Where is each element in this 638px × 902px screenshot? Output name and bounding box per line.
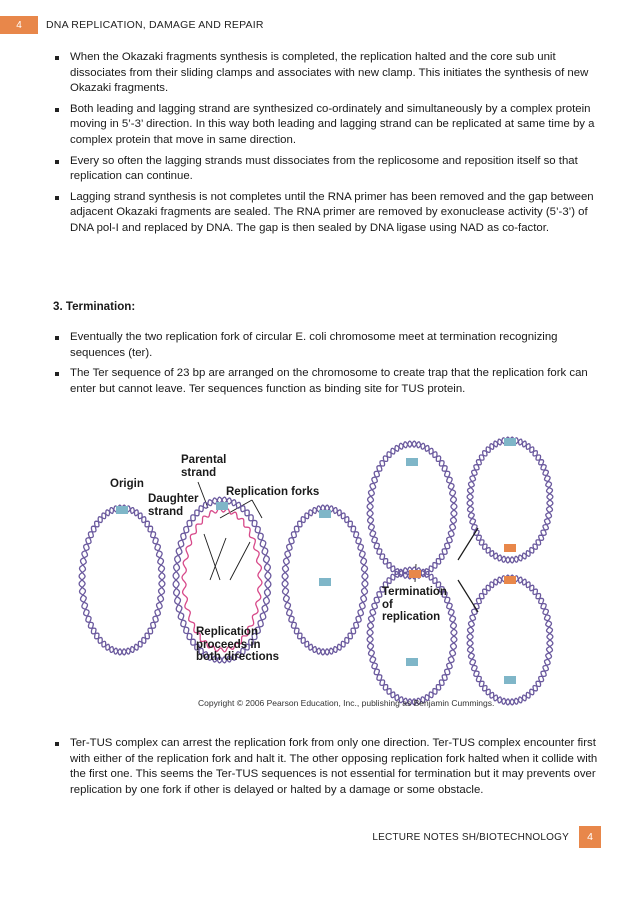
footer-page-number: 4 (579, 826, 601, 848)
list-item: Both leading and lagging strand are synthesized co-ordinately and simultaneously by a complex protein moving in 5’-3’ direction. In this way both leading and lagging strand can be replicated at same time by a complex protein that move in same direction. (53, 102, 605, 149)
replication-figure (70, 430, 570, 710)
replication-diagram (70, 430, 570, 710)
body-top (53, 50, 605, 242)
ter-marker (409, 570, 421, 578)
origin-marker (116, 506, 128, 514)
label-termination: Termination of replication (382, 586, 447, 623)
list-item: Lagging strand synthesis is not completes until the RNA primer has been removed and the gap between adjacent Okazaki fragments are sealed. The RNA primer are removed by exonuclease activity (5’-3’) of DNA pol-I and replaced by DNA. The gap is then sealed by DNA ligase using NAD as co-factor. (53, 190, 605, 237)
result-arrow (458, 528, 478, 560)
footer-text: LECTURE NOTES SH/BIOTECHNOLOGY (372, 831, 569, 843)
label-replication-proceeds: Replication proceeds in both directions (196, 626, 280, 663)
origin-marker (406, 658, 418, 666)
list-item: Every so often the lagging strands must dissociates from the replicosome and reposition itself so that replication can continue. (53, 154, 605, 185)
list-item: Eventually the two replication fork of circular E. coli chromosome meet at termination recognizing sequences (ter). (53, 330, 605, 361)
section-heading: 3. Termination: (53, 300, 136, 313)
list-item: Ter-TUS complex can arrest the replication fork from only one direction. Ter-TUS complex encounter first with either of the replication fork and halt it. The other opposing replication fork halted when it collide with the first one. This seems the Ter-TUS sequences is not essential for termination but it may prevents over replication by one fork if other is delayed or halted by a damage or some obstacle. (53, 736, 605, 798)
ter-marker (504, 544, 516, 552)
list-item: The Ter sequence of 23 bp are arranged on the chromosome to create trap that the replication fork can enter but cannot leave. Ter sequences function as binding site for TUS protein. (53, 366, 605, 397)
header-title: DNA REPLICATION, DAMAGE AND REPAIR (46, 19, 264, 31)
origin-marker (504, 438, 516, 446)
figure-copyright: Copyright © 2006 Pearson Education, Inc., publishing as Benjamin Cummings. (198, 698, 495, 708)
body-bottom (53, 736, 605, 803)
origin-marker (319, 578, 331, 586)
header-page-number: 4 (0, 16, 38, 34)
label-daughter-strand: Daughter strand (148, 493, 199, 518)
ter-marker (504, 576, 516, 584)
page-header (0, 16, 264, 34)
bullet-list-top (53, 50, 605, 237)
result-arrow (458, 580, 478, 612)
page-footer (372, 826, 601, 848)
bullet-list-bottom (53, 736, 605, 798)
origin-marker (319, 510, 331, 518)
label-replication-forks: Replication forks (226, 486, 320, 498)
list-item: When the Okazaki fragments synthesis is completed, the replication halted and the core sub unit dissociates from their sliding clamps and associates with new clamp. This initiates the synthesis of new Okazaki fragments. (53, 50, 605, 97)
label-origin: Origin (110, 478, 144, 490)
bullet-list-termination (53, 330, 605, 397)
origin-marker (504, 676, 516, 684)
label-parental-strand: Parental strand (181, 454, 227, 479)
body-termination (53, 330, 605, 402)
origin-marker (406, 458, 418, 466)
origin-marker (216, 502, 228, 510)
